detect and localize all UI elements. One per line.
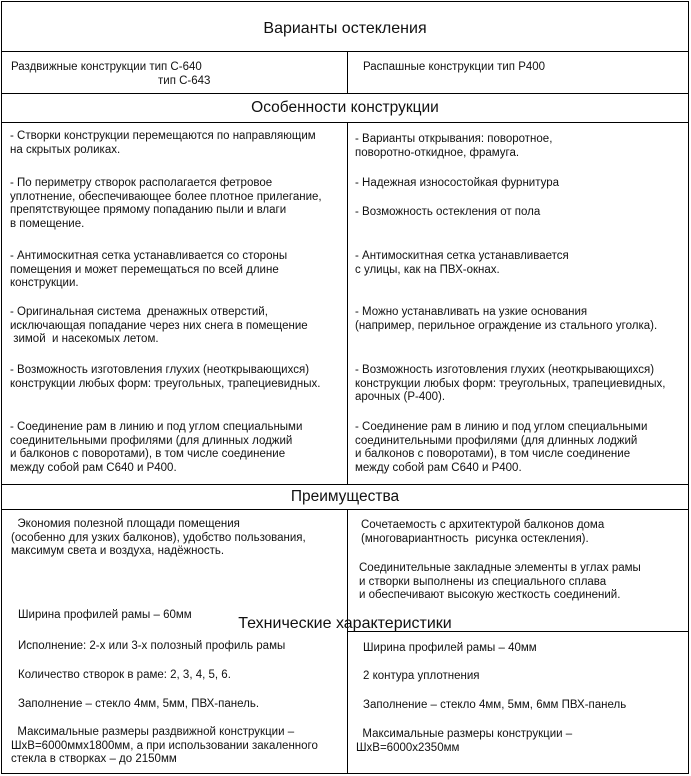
feature-item: - Возможность изготовления глухих (неоткрывающихся) конструкции любых форм: треугольных, трапециевидных. xyxy=(10,364,321,390)
sliding-type-label: Раздвижные конструкции тип С-640 xyxy=(11,61,202,73)
advantage-item: Экономия полезной площади помещения (особенно для узких балконов), удобство пользования, максимум света и воздуха, надёжность. xyxy=(11,518,306,557)
spec-item: Заполнение – стекло 4мм, 5мм, 6мм ПВХ-панель xyxy=(363,699,627,711)
sliding-type-label-2: тип С-643 xyxy=(158,75,211,87)
feature-item: - Можно устанавливать на узкие основания (например, перильное ограждение из стального уголка). xyxy=(355,306,658,332)
feature-item: - Соединение рам в линию и под углом специальными соединительными профилями (для длинных лоджий и балконов с поворотами), в том числе соединение между собой рам С640 и Р400. xyxy=(355,421,648,474)
feature-item: - Варианты открывания: поворотное, поворотно-откидное, фрамуга. xyxy=(355,133,553,159)
spec-item: Количество створок в раме: 2, 3, 4, 5, 6. xyxy=(18,669,231,681)
feature-item: - Возможность остекления от пола xyxy=(355,206,541,218)
hinged-type-label: Распашные конструкции тип Р400 xyxy=(363,61,546,73)
feature-item: - Соединение рам в линию и под углом специальными соединительными профилями (для длинных лоджий и балконов с поворотами), в том числе соединение между собой рам С640 и Р400. xyxy=(10,421,303,474)
feature-item: - Антимоскитная сетка устанавливается со стороны помещения и может перемещаться по всей длине конструкции. xyxy=(10,250,288,289)
feature-item: - Створки конструкции перемещаются по направляющим на скрытых роликах. xyxy=(10,130,316,156)
spec-item: Максимальные размеры конструкции – ШхВ=6000х2350мм xyxy=(356,728,573,754)
feature-item: - Оригинальная система дренажных отверстий, исключающая попадание через них снега в помещение зимой и насекомых летом. xyxy=(10,306,308,345)
glazing-options-table xyxy=(1,1,689,774)
divider xyxy=(2,93,688,94)
profile-width-sliding: Ширина профилей рамы – 60мм xyxy=(18,609,192,621)
spec-item: Ширина профилей рамы – 40мм xyxy=(363,642,537,654)
section-heading-advantages: Преимущества xyxy=(290,488,400,505)
feature-item: - Надежная износостойкая фурнитура xyxy=(355,177,560,189)
feature-item: - Возможность изготовления глухих (неоткрывающихся) конструкции любых форм: треугольных, трапециевидных, арочных (Р-400). xyxy=(355,364,666,403)
feature-item: - По периметру створок располагается фетровое уплотнение, обеспечивающее более плотное прилегание, препятствующее прямому попаданию пыли и влаги в помещение. xyxy=(10,177,322,230)
feature-item: - Антимоскитная сетка устанавливается с улицы, как на ПВХ-окнах. xyxy=(355,250,569,276)
column-divider xyxy=(347,122,348,484)
column-divider xyxy=(347,509,348,774)
section-heading-features: Особенности конструкции xyxy=(251,99,439,116)
document-title: Варианты остекления xyxy=(263,20,427,37)
spec-item: Максимальные размеры раздвижной конструкции – ШхВ=6000ммх1800мм, а при использовании закаленного стекла в створках – до 2150мм xyxy=(11,726,318,765)
section-heading-specs: Технические характеристики xyxy=(238,615,452,632)
divider xyxy=(2,509,688,510)
spec-item: 2 контура уплотнения xyxy=(363,670,480,682)
column-divider xyxy=(347,51,348,93)
divider xyxy=(2,51,688,52)
advantage-item: Сочетаемость с архитектурой балконов дома (многовариантность рисунка остекления). xyxy=(361,519,605,545)
advantage-item: Соединительные закладные элементы в углах рамы и створки выполнены из специального сплава и обеспечивают высокую жесткость соединений. xyxy=(359,562,641,601)
spec-item: Заполнение – стекло 4мм, 5мм, ПВХ-панель. xyxy=(18,698,260,710)
divider xyxy=(2,484,688,485)
spec-item: Исполнение: 2-х или 3-х полозный профиль рамы xyxy=(18,640,286,652)
divider xyxy=(2,122,688,123)
